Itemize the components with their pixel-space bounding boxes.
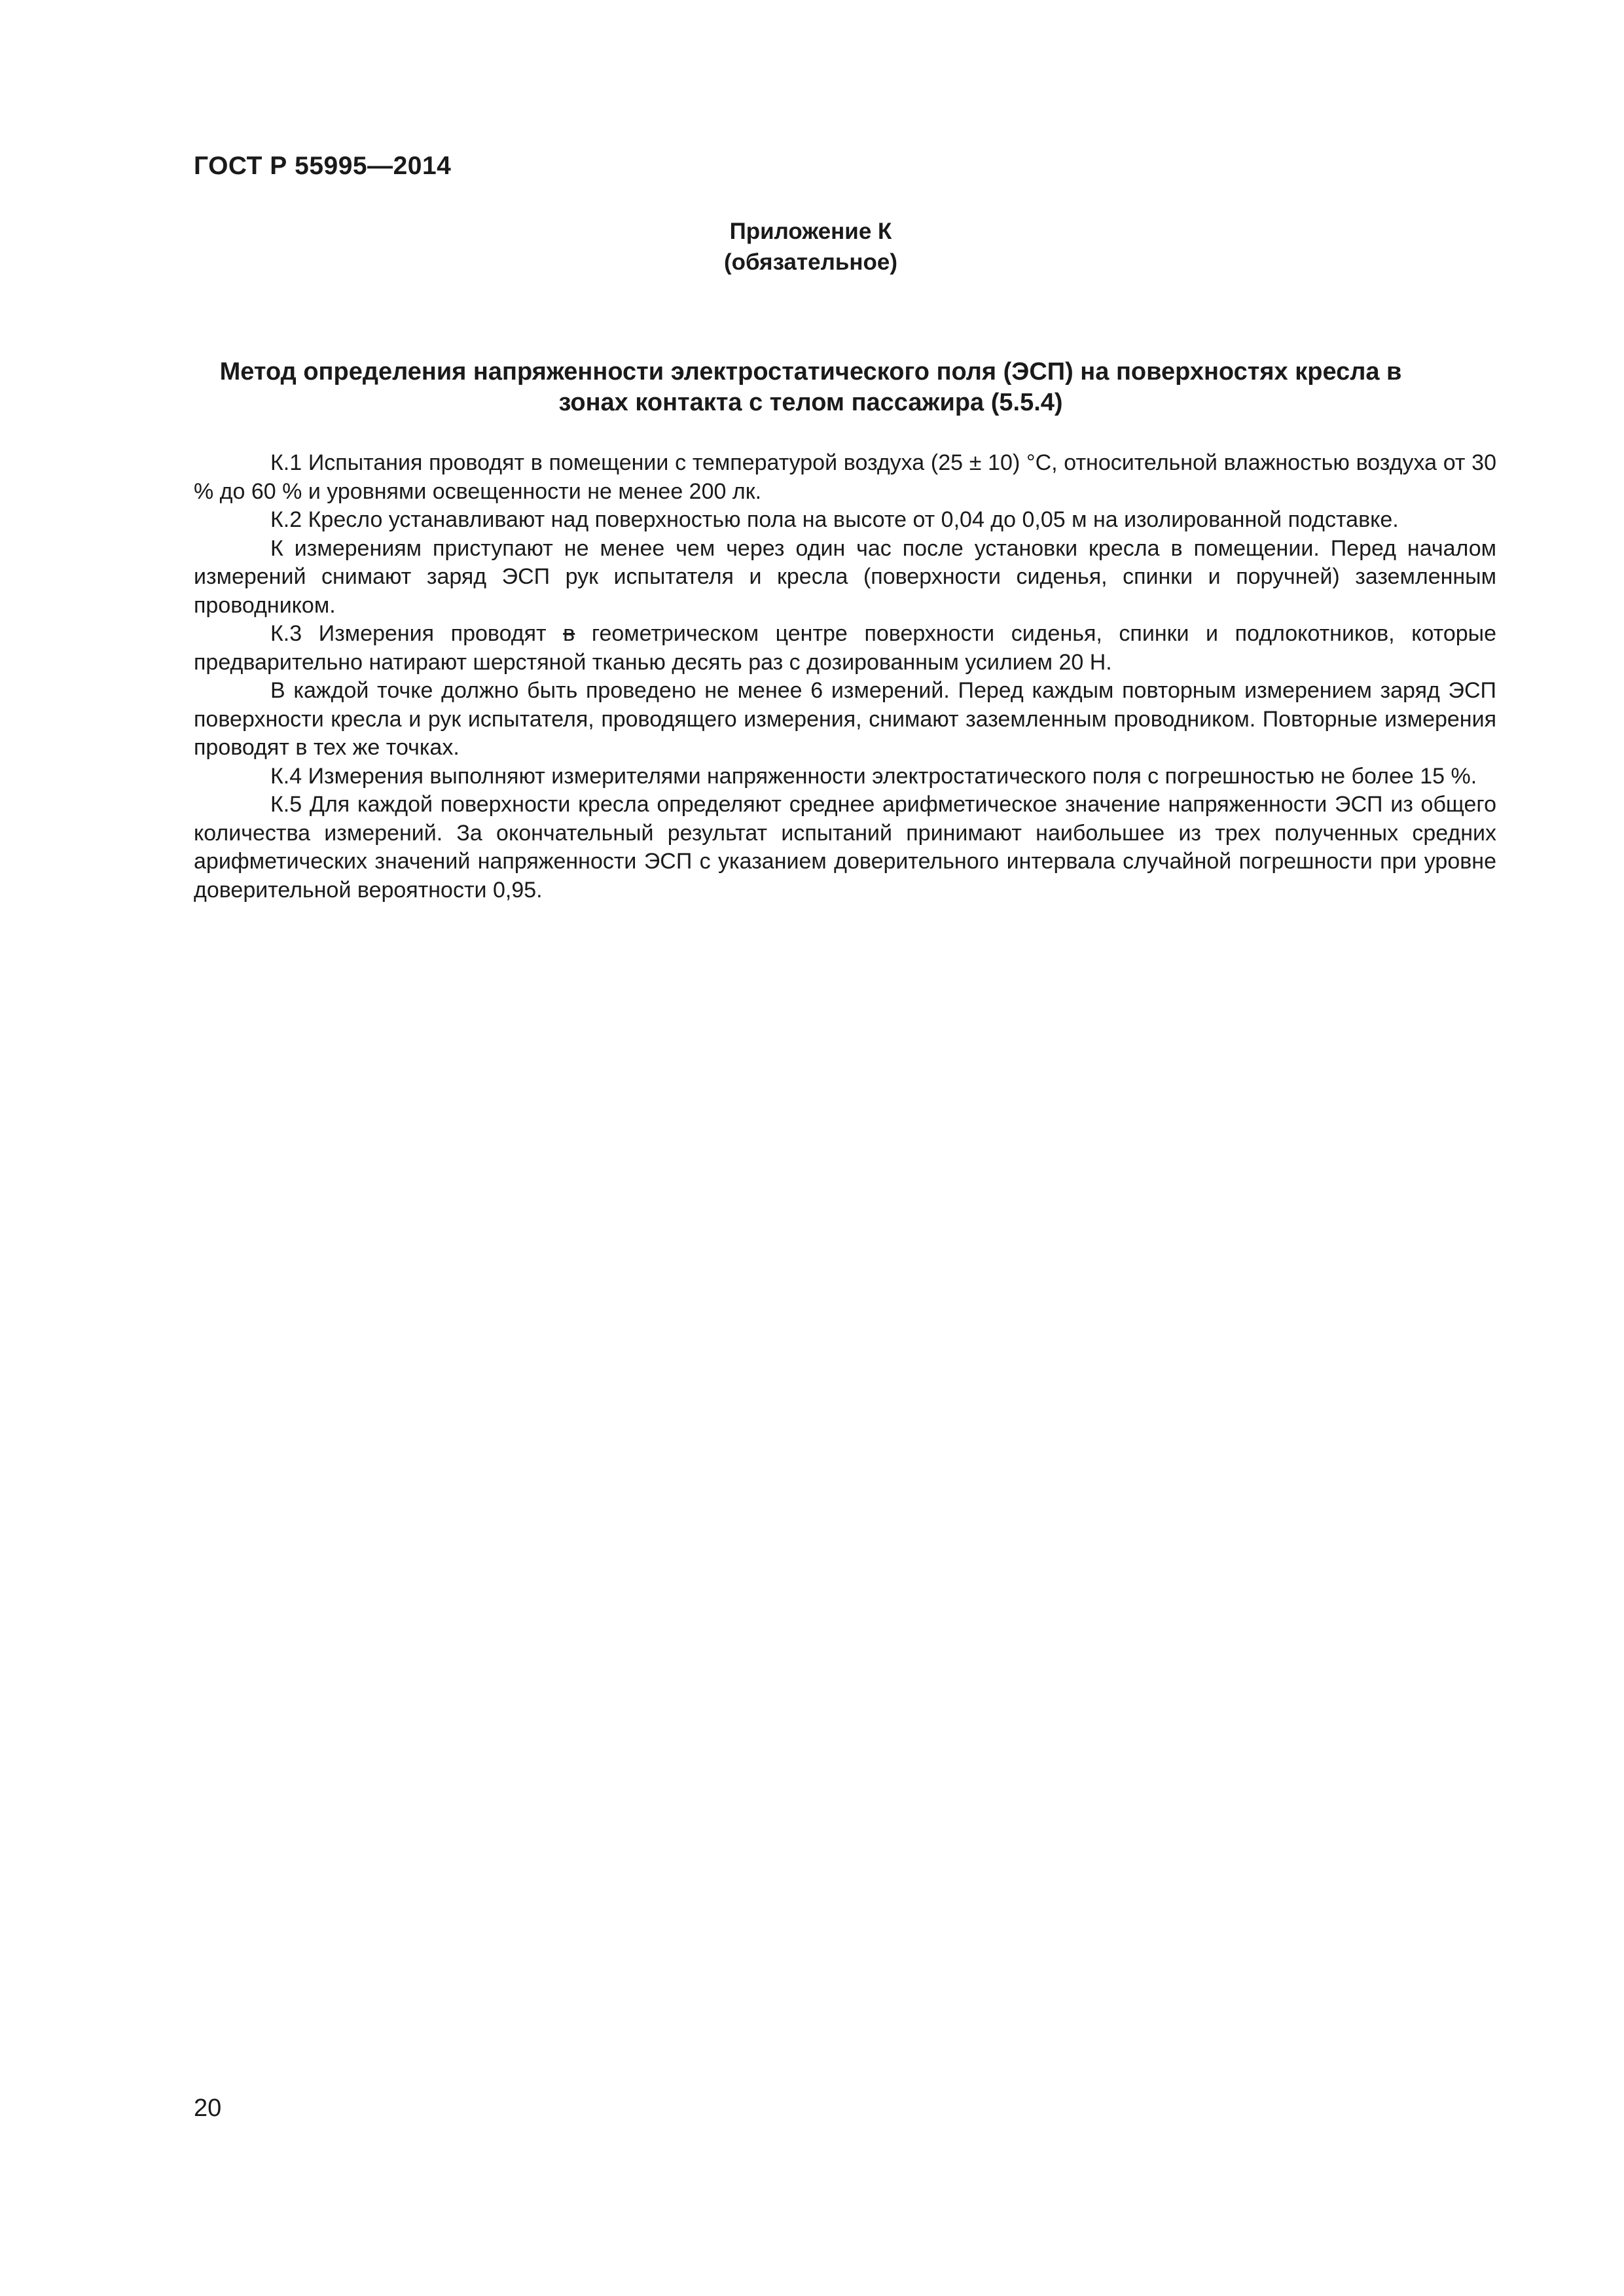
paragraph-k3-start: К.3 Измерения проводят xyxy=(270,621,564,646)
appendix-status: (обязательное) xyxy=(723,249,897,275)
paragraph-k4: К.4 Измерения выполняют измерителями напряженности электростатического поля с погрешностью не более 15 %. xyxy=(270,763,1477,789)
section-title-line-1: Метод определения напряженности электростатического поля (ЭСП) на поверхностях кресла в xyxy=(219,358,1402,386)
paragraph-k3-end: геометрическом центре поверхности сиденья, спинки и подлокотников, которые предварительно натирают шерстяной тканью десять раз с дозированным усилием 20 Н. xyxy=(194,621,1496,675)
paragraph-k5: К.5 Для каждой поверхности кресла определяют среднее арифметическое значение напряженности ЭСП из общего количества измерений. За окончательный результат испытаний принимают наибольшее из трех полученных средних арифметических значений напряженности ЭСП с указанием доверительного интервала случайной погрешности при уровне доверительной вероятности 0,95. xyxy=(194,792,1496,903)
appendix-heading xyxy=(194,216,1428,278)
struck-word: в xyxy=(563,621,575,646)
section-title xyxy=(194,357,1428,418)
paragraph-k3 xyxy=(194,620,1496,677)
appendix-title: Приложение К xyxy=(729,219,892,244)
paragraph-k2-continuation: К измерениям приступают не менее чем через один час после установки кресла в помещении. Перед началом измерений снимают заряд ЭСП рук испытателя и кресла (поверхности сиденья, спинки и поручней) заземленным проводником. xyxy=(194,535,1496,618)
document-code: ГОСТ Р 55995—2014 xyxy=(194,152,452,180)
body-text xyxy=(194,449,1496,905)
section-title-line-2: зонах контакта с телом пассажира (5.5.4) xyxy=(558,389,1063,416)
paragraph-k1: К.1 Испытания проводят в помещении с температурой воздуха (25 ± 10) °С, относительной влажностью воздуха от 30 % до 60 % и уровнями освещенности не менее 200 лк. xyxy=(194,450,1496,504)
page-number: 20 xyxy=(194,2094,222,2122)
paragraph-k3-continuation: В каждой точке должно быть проведено не менее 6 измерений. Перед каждым повторным измерением заряд ЭСП поверхности кресла и рук испытателя, проводящего измерения, снимают заземленным проводником. Повторные измерения проводят в тех же точках. xyxy=(194,678,1496,760)
paragraph-k2: К.2 Кресло устанавливают над поверхностью пола на высоте от 0,04 до 0,05 м на изолированной подставке. xyxy=(270,507,1399,532)
